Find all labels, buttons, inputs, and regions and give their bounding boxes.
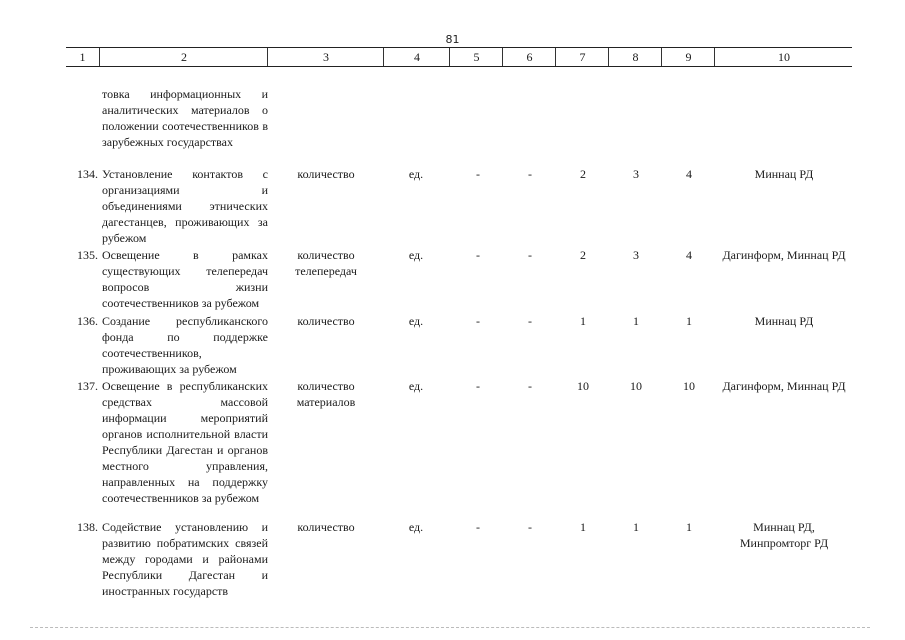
row-responsible: Дагинформ, Миннац РД bbox=[722, 379, 846, 393]
row-number: 136. bbox=[77, 314, 98, 328]
row-description: Установление контактов с организациями и объединениями этнических дагестанцев, проживающих за рубежом bbox=[102, 167, 268, 245]
column-header: 4 bbox=[383, 48, 450, 66]
row-col8: 3 bbox=[633, 167, 639, 181]
row-unit: ед. bbox=[408, 379, 424, 393]
row-col6: - bbox=[528, 314, 532, 328]
row-description: Создание республиканского фонда по поддержке соотечественников, проживающих за рубежом bbox=[102, 314, 268, 376]
row-indicator: количество bbox=[297, 167, 355, 181]
row-unit: ед. bbox=[408, 167, 424, 181]
column-header: 2 bbox=[99, 48, 268, 66]
row-responsible: Миннац РД bbox=[754, 167, 814, 181]
row-col5: - bbox=[476, 248, 480, 262]
row-col8: 1 bbox=[633, 520, 639, 534]
row-col6: - bbox=[528, 379, 532, 393]
row-number: 134. bbox=[77, 167, 98, 181]
row-col9: 1 bbox=[686, 314, 692, 328]
row-description: товка информационных и аналитических материалов о положении соотечественников в зарубежных государствах bbox=[102, 87, 268, 149]
row-responsible: Дагинформ, Миннац РД bbox=[722, 248, 846, 262]
row-col5: - bbox=[476, 520, 480, 534]
row-col7: 2 bbox=[580, 248, 586, 262]
row-indicator: количество телепередач bbox=[295, 248, 357, 278]
page-number: 81 bbox=[445, 33, 460, 46]
column-header: 8 bbox=[608, 48, 662, 66]
row-unit: ед. bbox=[408, 314, 424, 328]
row-unit: ед. bbox=[408, 248, 424, 262]
row-unit: ед. bbox=[408, 520, 424, 534]
row-col9: 4 bbox=[686, 248, 692, 262]
row-col5: - bbox=[476, 314, 480, 328]
column-header: 9 bbox=[661, 48, 715, 66]
row-col9: 1 bbox=[686, 520, 692, 534]
row-number: 137. bbox=[77, 379, 98, 393]
row-indicator: количество bbox=[297, 314, 355, 328]
row-responsible: Миннац РД bbox=[754, 314, 814, 328]
column-header: 6 bbox=[502, 48, 556, 66]
row-number: 138. bbox=[77, 520, 98, 534]
page-bottom-edge bbox=[30, 627, 870, 628]
column-header: 10 bbox=[714, 48, 853, 66]
row-indicator: количество материалов bbox=[296, 379, 356, 409]
row-description: Освещение в республиканских средствах массовой информации мероприятий органов исполнительной власти Республики Дагестан и органов местного управления, направленных на поддержку соотечественников за рубежом bbox=[102, 379, 268, 505]
row-col8: 3 bbox=[633, 248, 639, 262]
row-col9: 4 bbox=[686, 167, 692, 181]
column-header: 3 bbox=[267, 48, 384, 66]
row-col7: 2 bbox=[580, 167, 586, 181]
row-number: 135. bbox=[77, 248, 98, 262]
row-description: Освещение в рамках существующих телепередач вопросов жизни соотечественников за рубежом bbox=[102, 248, 268, 310]
row-col6: - bbox=[528, 167, 532, 181]
row-col9: 10 bbox=[683, 379, 695, 393]
row-col5: - bbox=[476, 167, 480, 181]
column-header-row bbox=[66, 47, 852, 67]
row-col8: 1 bbox=[633, 314, 639, 328]
row-col7: 10 bbox=[577, 379, 589, 393]
column-header: 7 bbox=[555, 48, 609, 66]
row-col6: - bbox=[528, 248, 532, 262]
row-col6: - bbox=[528, 520, 532, 534]
row-indicator: количество bbox=[297, 520, 355, 534]
row-col5: - bbox=[476, 379, 480, 393]
column-header: 1 bbox=[79, 50, 86, 64]
row-description: Содействие установлению и развитию побратимских связей между городами и районами Республики Дагестан и иностранных государств bbox=[102, 520, 268, 598]
column-header: 5 bbox=[449, 48, 503, 66]
row-responsible: Миннац РД, Минпромторг РД bbox=[739, 520, 829, 550]
row-col7: 1 bbox=[580, 520, 586, 534]
row-col8: 10 bbox=[630, 379, 642, 393]
row-col7: 1 bbox=[580, 314, 586, 328]
